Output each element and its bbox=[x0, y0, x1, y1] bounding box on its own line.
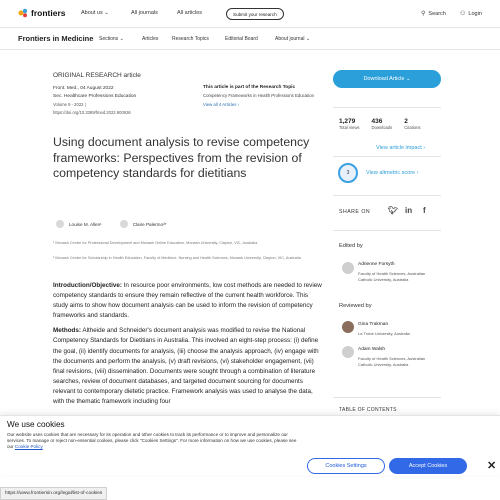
share-label: SHARE ON bbox=[339, 209, 371, 215]
abstract-methods: Methods: Altheide and Schneider's document analysis was modified to revise the National Competency Standards for Dietitians in Australia. This involved an eight-step process: (i) define the goal, (ii) identify documents for analysis, (iii) choose the analysis approach, (iv) engage with the documents and perform the analysis, (v) draft revisions, (vi) stakeholder engagement, (vii) final revisions, (viii) dissemination. Documents were sought through a combination of literature searches, review of document databases, and targeted document sourcing for documents relevant to contemporary dietetic practice. Framework analysis was used to analyse the data, with the thematic framework including four bbox=[53, 327, 319, 406]
research-topic-box bbox=[203, 85, 318, 107]
divider bbox=[333, 230, 441, 231]
close-icon[interactable]: ✕ bbox=[487, 460, 497, 472]
search-icon: ⚲ bbox=[421, 11, 426, 17]
reviewed-by-heading: Reviewed by bbox=[339, 303, 372, 309]
section-line[interactable]: Sec. Healthcare Professions Education bbox=[53, 94, 137, 99]
journal-title[interactable]: Frontiers in Medicine bbox=[18, 34, 94, 43]
download-article-button[interactable]: Download Article ⌄ bbox=[333, 70, 441, 88]
status-bar-url: https://www.frontiersin.org/legal/list-of-cookies bbox=[0, 487, 107, 500]
nav-about-us[interactable]: About us ⌄ bbox=[81, 10, 109, 16]
subnav-about-journal[interactable]: About journal ⌄ bbox=[275, 36, 311, 42]
chevron-down-icon: ⌄ bbox=[104, 10, 109, 16]
subnav-articles[interactable]: Articles bbox=[142, 36, 159, 42]
divider bbox=[333, 156, 441, 157]
stat-views: 1,279 Total views bbox=[339, 118, 360, 130]
chevron-down-icon: ⌄ bbox=[405, 76, 411, 82]
reviewer-affiliation: La Trobe University, Australia bbox=[358, 331, 410, 336]
chevron-right-icon: › bbox=[237, 102, 239, 107]
user-icon: ⚇ bbox=[460, 11, 466, 17]
reviewer-name[interactable]: Gina Trakman bbox=[358, 322, 389, 327]
research-topic-name[interactable]: Competency Frameworks in Health Professions Education bbox=[203, 93, 315, 98]
facebook-icon[interactable]: f bbox=[423, 206, 426, 215]
reviewer-affiliation: Faculty of Health Sciences, Australian Catholic University, Australia bbox=[358, 356, 426, 367]
view-altmetric-link[interactable]: View altmetric score › bbox=[366, 170, 419, 176]
chevron-down-icon: ⌄ bbox=[305, 36, 311, 42]
divider bbox=[333, 397, 441, 398]
edited-by-heading: Edited by bbox=[339, 243, 363, 249]
divider bbox=[333, 195, 441, 196]
avatar bbox=[342, 346, 354, 358]
doi-link[interactable]: https://doi.org/10.3389/fmed.2022.900636 bbox=[53, 110, 131, 115]
avatar bbox=[120, 220, 128, 228]
cookie-title: We use cookies bbox=[7, 420, 65, 429]
search-button[interactable]: ⚲ Search bbox=[421, 11, 446, 17]
cookie-text: Our website uses cookies that are necessary for its operation and other cookies to track its performance or to improve and personalize our services. To manage or reject non-essential cookies, please click "Cookies Settings". For more information on how we use cookies, please see our Cookie Policy bbox=[7, 432, 297, 450]
article-stats bbox=[339, 118, 421, 130]
abstract-intro: Introduction/Objective: In resource poor environments, low cost methods are needed to review competency standards to ensure they remain reflective of the current health workforce. This study aims to show how document analysis can be used to inform the revision of competency frameworks and standards. bbox=[53, 282, 322, 320]
author-list bbox=[56, 220, 166, 228]
submit-research-button[interactable]: Submit your research bbox=[226, 8, 284, 20]
table-of-contents-heading: TABLE OF CONTENTS bbox=[339, 407, 397, 413]
chevron-right-icon: › bbox=[416, 170, 419, 176]
article-type: ORIGINAL RESEARCH article bbox=[53, 72, 141, 79]
affiliation: ¹ Monash Centre for Professional Development and Monash Online Education, Monash University, Clayton, VIC, Australia bbox=[53, 241, 258, 245]
brand-name: frontiers bbox=[31, 8, 66, 18]
avatar bbox=[342, 262, 354, 274]
avatar bbox=[56, 220, 64, 228]
stat-downloads: 436 Downloads bbox=[371, 118, 393, 130]
frontiers-logo[interactable] bbox=[18, 8, 65, 18]
abstract-text bbox=[53, 281, 323, 407]
accept-cookies-button[interactable]: Accept Cookies bbox=[389, 458, 467, 474]
chevron-right-icon: › bbox=[423, 145, 426, 151]
affiliation: ² Monash Centre for Scholarship in Health Education, Faculty of Medicine, Nursing and Health Sciences, Monash University, Clayton, VIC, Australia bbox=[53, 256, 301, 260]
editor-affiliation: Faculty of Health Sciences, Australian Catholic University, Australia bbox=[358, 271, 426, 282]
article-title: Using document analysis to revise competency frameworks: Perspectives from the revision of competency standards for dietitians bbox=[53, 135, 310, 180]
nav-all-journals[interactable]: All journals bbox=[131, 10, 158, 16]
author-name[interactable]: Louise M. Allen¹ bbox=[69, 221, 102, 227]
nav-all-articles[interactable]: All articles bbox=[177, 10, 203, 16]
author-name[interactable]: Claire Palermo²* bbox=[132, 221, 167, 227]
reviewer-name[interactable]: Adam Walsh bbox=[358, 347, 386, 352]
linkedin-icon[interactable]: in bbox=[405, 206, 413, 215]
twitter-icon[interactable]: 🐦︎ bbox=[388, 206, 399, 215]
frontiers-logo-icon bbox=[18, 8, 28, 18]
altmetric-badge[interactable]: 3 bbox=[338, 163, 358, 183]
avatar bbox=[342, 321, 354, 333]
chevron-down-icon: ⌄ bbox=[119, 36, 124, 42]
citation-line[interactable]: Front. Med., 04 August 2022 bbox=[53, 86, 114, 91]
cookie-policy-link[interactable]: Cookie Policy bbox=[14, 444, 43, 450]
login-button[interactable]: ⚇ Login bbox=[460, 11, 482, 17]
stat-citations: 2 Citations bbox=[404, 118, 421, 130]
editor-name[interactable]: Adrienne Forsyth bbox=[358, 262, 395, 267]
subnav-research-topics[interactable]: Research Topics bbox=[172, 36, 209, 42]
cookies-settings-button[interactable]: Cookies Settings bbox=[307, 458, 385, 474]
volume-line: Volume 9 - 2022 | bbox=[53, 102, 86, 107]
research-topic-heading: This article is part of the Research Topic bbox=[203, 85, 296, 90]
view-all-articles-link[interactable]: View all 4 Articles › bbox=[203, 102, 239, 107]
divider bbox=[333, 107, 441, 108]
view-article-impact-link[interactable]: View article impact › bbox=[376, 145, 426, 151]
subnav-sections[interactable]: Sections ⌄ bbox=[99, 36, 124, 42]
subnav-editorial-board[interactable]: Editorial Board bbox=[225, 36, 258, 42]
